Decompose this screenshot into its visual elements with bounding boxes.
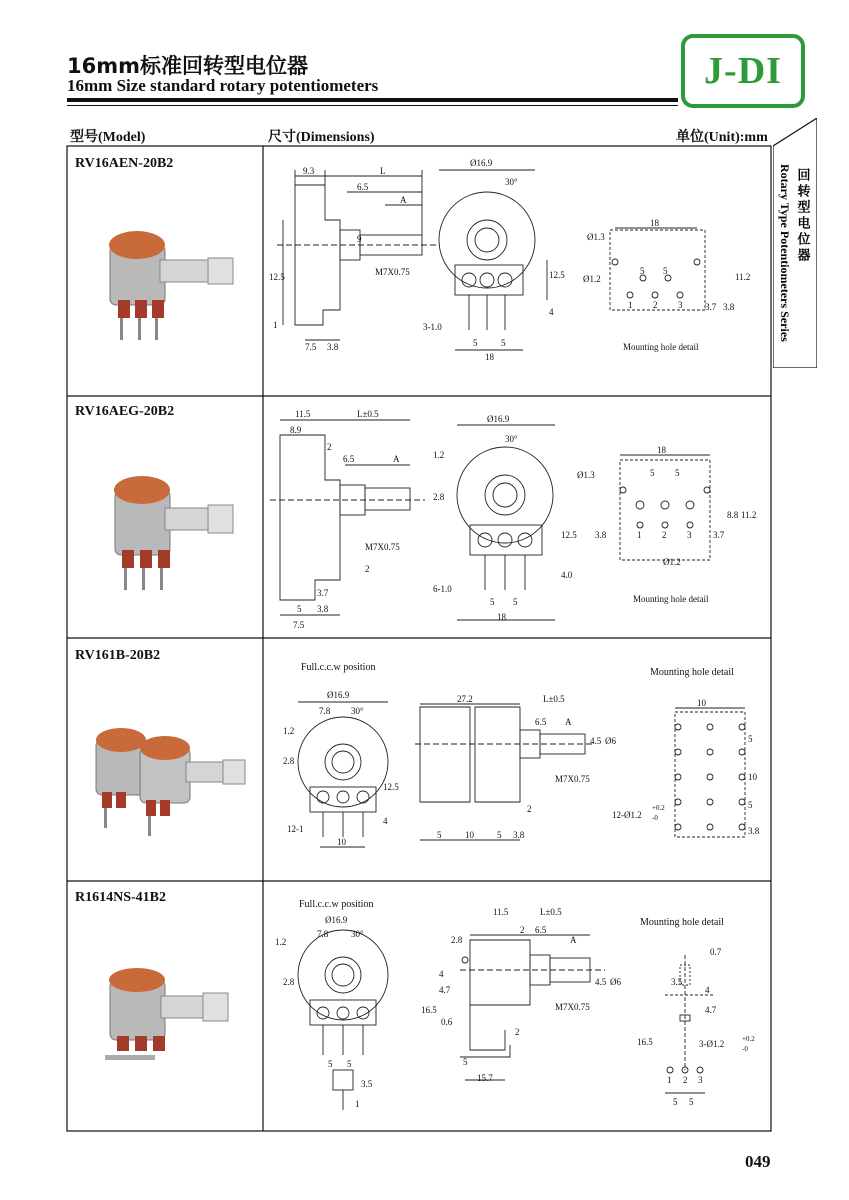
dimension-label: Ø1.2 bbox=[583, 274, 601, 284]
dimension-label: L bbox=[380, 166, 386, 176]
dimension-label: 5 bbox=[463, 1057, 468, 1067]
dimension-label: 5 bbox=[673, 1097, 678, 1107]
dimension-label: 3 bbox=[687, 530, 692, 540]
dimension-label: 4.5 bbox=[590, 736, 602, 746]
dimension-label: 7.8 bbox=[319, 706, 331, 716]
dimension-label: 5 bbox=[297, 604, 302, 614]
dimension-label: 2 bbox=[520, 925, 525, 935]
dimension-label: 1 bbox=[628, 300, 633, 310]
dimension-label: 5 bbox=[689, 1097, 694, 1107]
dimension-drawing-3 bbox=[265, 642, 770, 880]
dimension-label: A bbox=[565, 717, 572, 727]
dimension-label: 6.5 bbox=[535, 925, 547, 935]
product-photo-1 bbox=[90, 200, 250, 350]
dimension-label: 3.8 bbox=[748, 826, 760, 836]
dimension-label: 18 bbox=[650, 218, 659, 228]
dimension-label: Full.c.c.w position bbox=[299, 899, 374, 910]
dimension-label: L±0.5 bbox=[357, 409, 379, 419]
dimension-label: 5 bbox=[437, 830, 442, 840]
dimension-label: L±0.5 bbox=[543, 694, 565, 704]
dimension-label: 8.8 bbox=[727, 510, 739, 520]
dimension-label: 3.5 bbox=[361, 1079, 373, 1089]
dimension-label: 0.6 bbox=[441, 1017, 453, 1027]
product-photo-4 bbox=[95, 960, 255, 1080]
page-title-en: 16mm Size standard rotary potentiometers bbox=[67, 76, 379, 95]
product-photo-3 bbox=[88, 700, 253, 850]
dimension-label: 18 bbox=[657, 445, 666, 455]
dimension-label: A bbox=[570, 935, 577, 945]
dimension-label: 2 bbox=[365, 564, 370, 574]
dimension-label: 7.5 bbox=[293, 620, 305, 630]
dimension-label: 5 bbox=[501, 338, 506, 348]
logo-text: J-DI bbox=[704, 50, 782, 92]
dimension-label: 18 bbox=[497, 612, 506, 622]
dimension-label: 2.8 bbox=[283, 977, 295, 987]
dimension-label: -0 bbox=[652, 814, 658, 822]
model-name-3: RV161B-20B2 bbox=[75, 648, 161, 663]
dimension-label: 0.7 bbox=[710, 947, 722, 957]
dimension-label: 15.7 bbox=[477, 1073, 493, 1083]
dimension-label: 27.2 bbox=[457, 694, 473, 704]
dimension-label: 5 bbox=[650, 468, 655, 478]
dimension-label: 4.7 bbox=[439, 985, 451, 995]
dimension-label: Ø1.3 bbox=[587, 232, 605, 242]
dimension-label: 11.5 bbox=[295, 409, 311, 419]
product-photo-2 bbox=[90, 450, 250, 600]
dimension-label: Ø16.9 bbox=[325, 915, 348, 925]
dimension-label: 2 bbox=[527, 804, 532, 814]
col-header-dimensions: 尺寸(Dimensions) bbox=[268, 130, 375, 145]
dimension-label: 3.7 bbox=[317, 588, 329, 598]
dimension-label: Mounting hole detail bbox=[650, 667, 734, 678]
col-header-unit: 单位(Unit):mm bbox=[676, 130, 768, 145]
dimension-label: Ø6 bbox=[610, 977, 621, 987]
dimension-label: 3.8 bbox=[595, 530, 607, 540]
model-name-4: R1614NS-41B2 bbox=[75, 890, 167, 905]
dimension-label: 2 bbox=[327, 442, 332, 452]
dimension-label: 7.8 bbox=[317, 929, 329, 939]
model-name-1: RV16AEN-20B2 bbox=[75, 156, 174, 171]
dimension-label: 6.5 bbox=[535, 717, 547, 727]
dimension-label: 2 bbox=[515, 1027, 520, 1037]
dimension-label: 5 bbox=[490, 597, 495, 607]
dimension-label: 30° bbox=[351, 929, 364, 939]
dimension-label: M7X0.75 bbox=[555, 774, 590, 784]
dimension-label: 12.5 bbox=[383, 782, 399, 792]
dimension-label: Ø16.9 bbox=[487, 414, 510, 424]
dimension-label: 5 bbox=[473, 338, 478, 348]
dimension-label: 3.8 bbox=[513, 830, 525, 840]
dimension-label: 10 bbox=[465, 830, 474, 840]
dimension-label: 2 bbox=[683, 1075, 688, 1085]
dimension-label: 5 bbox=[640, 266, 645, 276]
dimension-label: 5 bbox=[328, 1059, 333, 1069]
dimension-label: 1 bbox=[355, 1099, 360, 1109]
dimension-label: 3-1.0 bbox=[423, 322, 442, 332]
dimension-label: 10 bbox=[748, 772, 757, 782]
dimension-label: 30° bbox=[505, 177, 518, 187]
dimension-label: 1.2 bbox=[275, 937, 287, 947]
dimension-label: 18 bbox=[485, 352, 494, 362]
dimension-label: 4 bbox=[549, 307, 554, 317]
dimension-label: 10 bbox=[697, 698, 706, 708]
dimension-label: 3.7 bbox=[713, 530, 725, 540]
dimension-label: 3.7 bbox=[705, 302, 717, 312]
dimension-label: Ø1.2 bbox=[663, 557, 681, 567]
dimension-label: 回转型电位器 bbox=[795, 168, 811, 264]
dimension-label: Full.c.c.w position bbox=[301, 662, 376, 673]
dimension-label: Mounting hole detail bbox=[640, 917, 724, 928]
dimension-label: 4 bbox=[439, 969, 444, 979]
dimension-label: 1 bbox=[637, 530, 642, 540]
page-title-zh: 16mm标准回转型电位器 bbox=[67, 54, 308, 78]
dimension-label: 5 bbox=[497, 830, 502, 840]
dimension-label: 8.9 bbox=[290, 425, 302, 435]
dimension-label: 3-Ø1.2 bbox=[699, 1039, 725, 1049]
dimension-label: 6.5 bbox=[343, 454, 355, 464]
col-header-model: 型号(Model) bbox=[70, 130, 146, 145]
dimension-label: 3.8 bbox=[723, 302, 735, 312]
dimension-label: 7.5 bbox=[305, 342, 317, 352]
dimension-label: 4 bbox=[383, 816, 388, 826]
dimension-label: +0.2 bbox=[652, 804, 665, 812]
dimension-label: 12.5 bbox=[269, 272, 285, 282]
dimension-label: 11.5 bbox=[493, 907, 509, 917]
dimension-label: 1.2 bbox=[433, 450, 445, 460]
dimension-label: M7X0.75 bbox=[365, 542, 400, 552]
dimension-label: A bbox=[393, 454, 400, 464]
dimension-label: 4 bbox=[705, 985, 710, 995]
dimension-label: 16.5 bbox=[637, 1037, 653, 1047]
dimension-label: Ø1.3 bbox=[577, 470, 595, 480]
dimension-label: M7X0.75 bbox=[375, 267, 410, 277]
dimension-label: 6.5 bbox=[357, 182, 369, 192]
dimension-label: Mounting hole detail bbox=[633, 594, 709, 604]
dimension-label: 5 bbox=[675, 468, 680, 478]
dimension-label: 5 bbox=[347, 1059, 352, 1069]
dimension-drawing-2 bbox=[265, 400, 770, 636]
dimension-label: 1 bbox=[273, 320, 278, 330]
dimension-label: L±0.5 bbox=[540, 907, 562, 917]
dimension-label: 2 bbox=[653, 300, 658, 310]
dimension-label: 11.2 bbox=[735, 272, 751, 282]
dimension-label: 4.7 bbox=[705, 1005, 717, 1015]
dimension-label: 3.5 bbox=[671, 977, 683, 987]
dimension-label: 5 bbox=[748, 734, 753, 744]
dimension-label: 12.5 bbox=[561, 530, 577, 540]
dimension-label: 6-1.0 bbox=[433, 584, 452, 594]
model-name-2: RV16AEG-20B2 bbox=[75, 404, 175, 419]
dimension-label: 9 bbox=[357, 234, 362, 244]
dimension-label: 5 bbox=[748, 800, 753, 810]
dimension-label: 3.8 bbox=[327, 342, 339, 352]
dimension-label: 4.5 bbox=[595, 977, 607, 987]
dimension-label: 30° bbox=[351, 706, 364, 716]
dimension-label: A bbox=[400, 195, 407, 205]
dimension-label: -0 bbox=[742, 1045, 748, 1053]
dimension-label: 11.2 bbox=[741, 510, 757, 520]
dimension-label: 5 bbox=[513, 597, 518, 607]
dimension-label: 30° bbox=[505, 434, 518, 444]
dimension-label: 12.5 bbox=[549, 270, 565, 280]
dimension-label: 10 bbox=[337, 837, 346, 847]
side-label-en: Rotary Type Potentiometers Series bbox=[778, 164, 792, 342]
dimension-label: 5 bbox=[663, 266, 668, 276]
dimension-label: 2.8 bbox=[451, 935, 463, 945]
dimension-label: 3 bbox=[678, 300, 683, 310]
dimension-label: 1 bbox=[667, 1075, 672, 1085]
dimension-label: 16.5 bbox=[421, 1005, 437, 1015]
dimension-label: Mounting hole detail bbox=[623, 342, 699, 352]
dimension-label: Ø6 bbox=[605, 736, 616, 746]
dimension-label: M7X0.75 bbox=[555, 1002, 590, 1012]
dimension-label: 9.3 bbox=[303, 166, 315, 176]
dimension-label: Ø16.9 bbox=[470, 158, 493, 168]
dimension-label: 2 bbox=[662, 530, 667, 540]
dimension-label: +0.2 bbox=[742, 1035, 755, 1043]
dimension-label: 2.8 bbox=[433, 492, 445, 502]
dimension-label: 3.8 bbox=[317, 604, 329, 614]
dimension-drawing-4 bbox=[265, 885, 770, 1129]
page-number: 049 bbox=[745, 1152, 771, 1171]
dimension-label: 3 bbox=[698, 1075, 703, 1085]
dimension-label: 12-1 bbox=[287, 824, 304, 834]
dimension-label: 12-Ø1.2 bbox=[612, 810, 642, 820]
dimension-drawing-1 bbox=[265, 150, 770, 394]
dimension-label: 4.0 bbox=[561, 570, 573, 580]
dimension-label: 2.8 bbox=[283, 756, 295, 766]
dimension-label: 1.2 bbox=[283, 726, 295, 736]
dimension-label: Ø16.9 bbox=[327, 690, 350, 700]
